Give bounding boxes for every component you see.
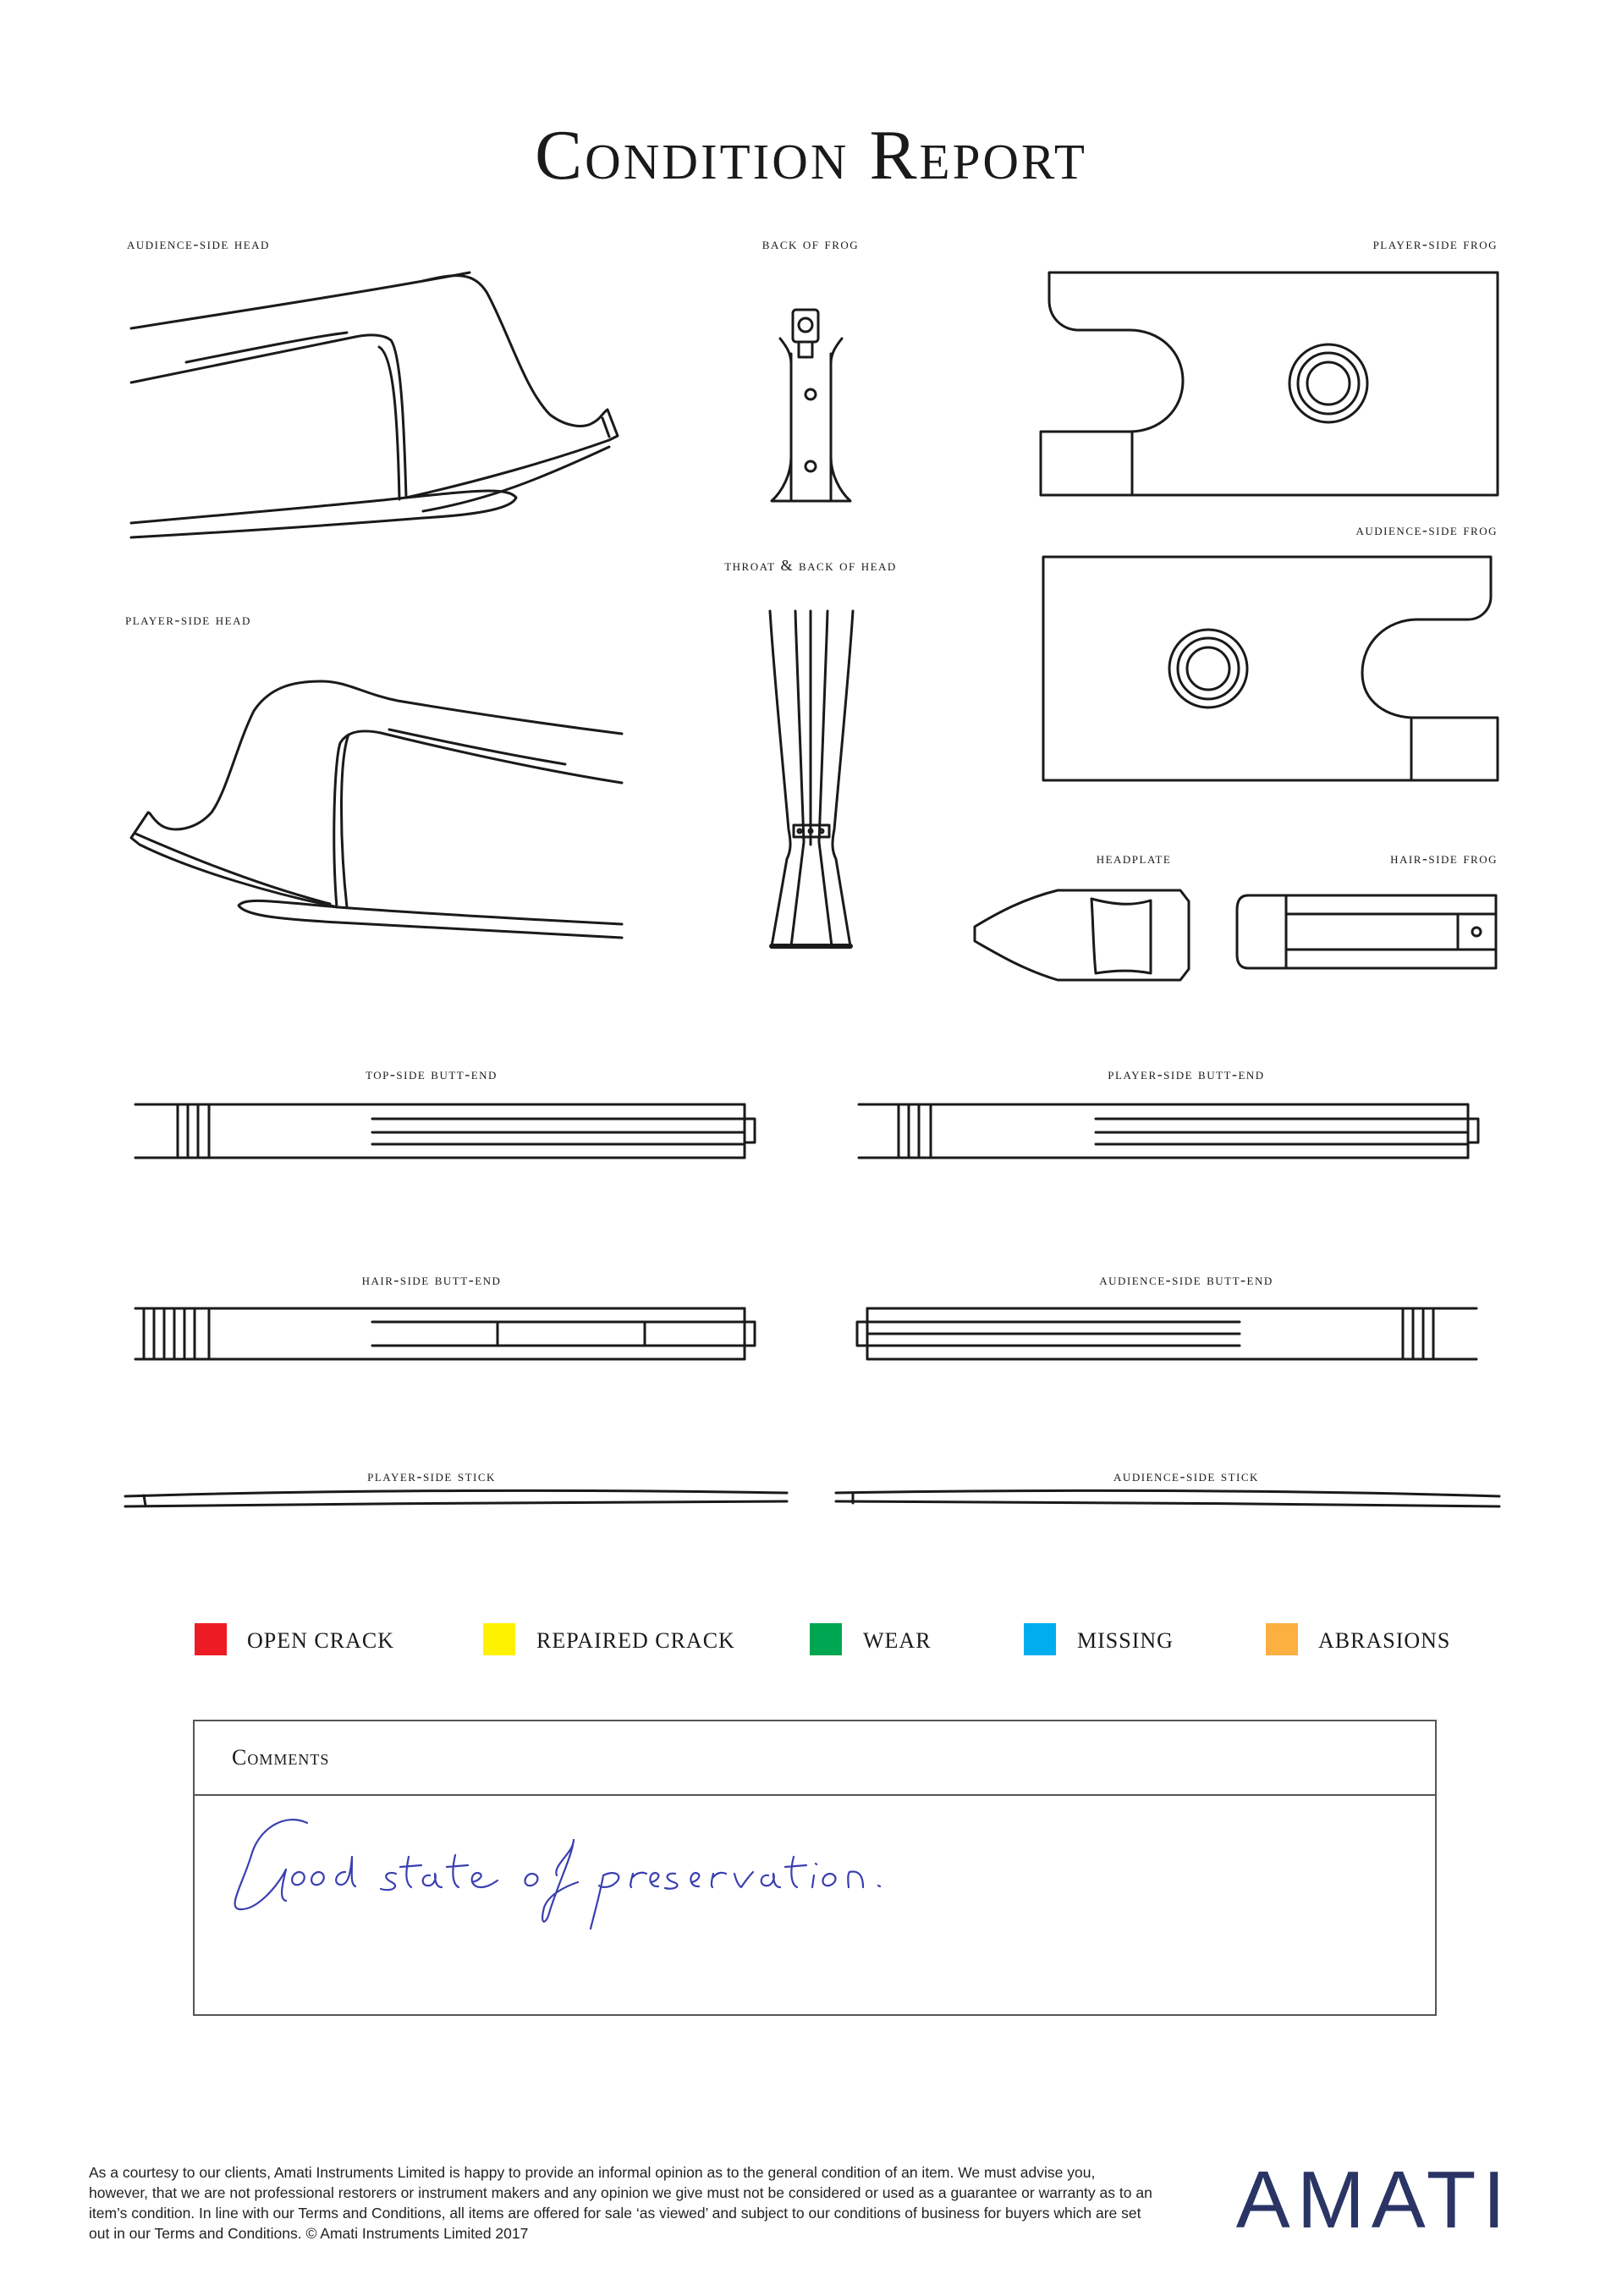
throat-back-of-head-drawing bbox=[770, 611, 853, 946]
page-title: Condition Report bbox=[535, 116, 1087, 195]
legend-label-missing: MISSING bbox=[1077, 1628, 1174, 1653]
legend-swatch-missing bbox=[1024, 1623, 1056, 1655]
player-side-butt-end-drawing bbox=[859, 1104, 1478, 1158]
legend-swatch-abrasions bbox=[1266, 1623, 1298, 1655]
legend-swatch-open-crack bbox=[195, 1623, 227, 1655]
label-player-side-butt-end: player-side butt-end bbox=[1108, 1065, 1265, 1082]
audience-side-head-drawing bbox=[131, 273, 618, 537]
player-side-head-drawing bbox=[131, 681, 622, 938]
legend bbox=[195, 1623, 1450, 1655]
top-side-butt-end-drawing bbox=[135, 1104, 755, 1158]
amati-logo: AMATI bbox=[1235, 2155, 1512, 2245]
legend-label-wear: WEAR bbox=[863, 1628, 932, 1653]
label-audience-side-butt-end: audience-side butt-end bbox=[1099, 1271, 1273, 1288]
label-audience-side-frog: audience-side frog bbox=[1355, 521, 1498, 538]
label-hair-side-frog: hair-side frog bbox=[1390, 850, 1498, 867]
legend-label-abrasions: ABRASIONS bbox=[1318, 1628, 1451, 1653]
back-of-frog-drawing bbox=[772, 310, 850, 501]
player-side-stick-drawing bbox=[125, 1490, 787, 1506]
label-player-side-head: player-side head bbox=[125, 611, 251, 628]
legend-swatch-repaired-crack bbox=[483, 1623, 515, 1655]
label-throat-back-of-head: throat & back of head bbox=[724, 557, 897, 574]
label-player-side-stick: player-side stick bbox=[367, 1467, 496, 1484]
label-back-of-frog: back of frog bbox=[762, 235, 860, 252]
player-side-frog-drawing bbox=[1041, 273, 1498, 495]
label-audience-side-stick: audience-side stick bbox=[1113, 1467, 1259, 1484]
label-audience-side-head: audience-side head bbox=[127, 235, 270, 252]
hair-side-butt-end-drawing bbox=[135, 1308, 755, 1359]
comments-heading: Comments bbox=[195, 1721, 1435, 1796]
audience-side-butt-end-drawing bbox=[857, 1308, 1476, 1359]
disclaimer-text: As a courtesy to our clients, Amati Instruments Limited is happy to provide an informal opinion as to the general condition of an item. We must advise you, however, that we are not professional restorers or instrument makers and any opinion we give must not be considered or used as a guarantee or warranty as to an item’s condition. In line with our Terms and Conditions, all items are offered for sale ‘as viewed’ and subject to our conditions of business for buyers which are set out in our Terms and Conditions. © Amati Instruments Limited 2017 bbox=[89, 2164, 1152, 2242]
legend-label-open-crack: OPEN CRACK bbox=[247, 1628, 394, 1653]
comments-box bbox=[193, 1720, 1437, 2016]
label-headplate: headplate bbox=[1096, 850, 1172, 867]
label-top-side-butt-end: top-side butt-end bbox=[366, 1065, 498, 1082]
label-hair-side-butt-end: hair-side butt-end bbox=[361, 1271, 502, 1288]
hair-side-frog-drawing bbox=[1237, 895, 1496, 968]
headplate-drawing bbox=[975, 890, 1189, 980]
label-player-side-frog: player-side frog bbox=[1372, 235, 1498, 252]
legend-swatch-wear bbox=[810, 1623, 842, 1655]
legend-label-repaired-crack: REPAIRED CRACK bbox=[536, 1628, 735, 1653]
audience-side-frog-drawing bbox=[1043, 557, 1498, 780]
handwritten-comment bbox=[218, 1806, 980, 1933]
audience-side-stick-drawing bbox=[836, 1490, 1499, 1506]
